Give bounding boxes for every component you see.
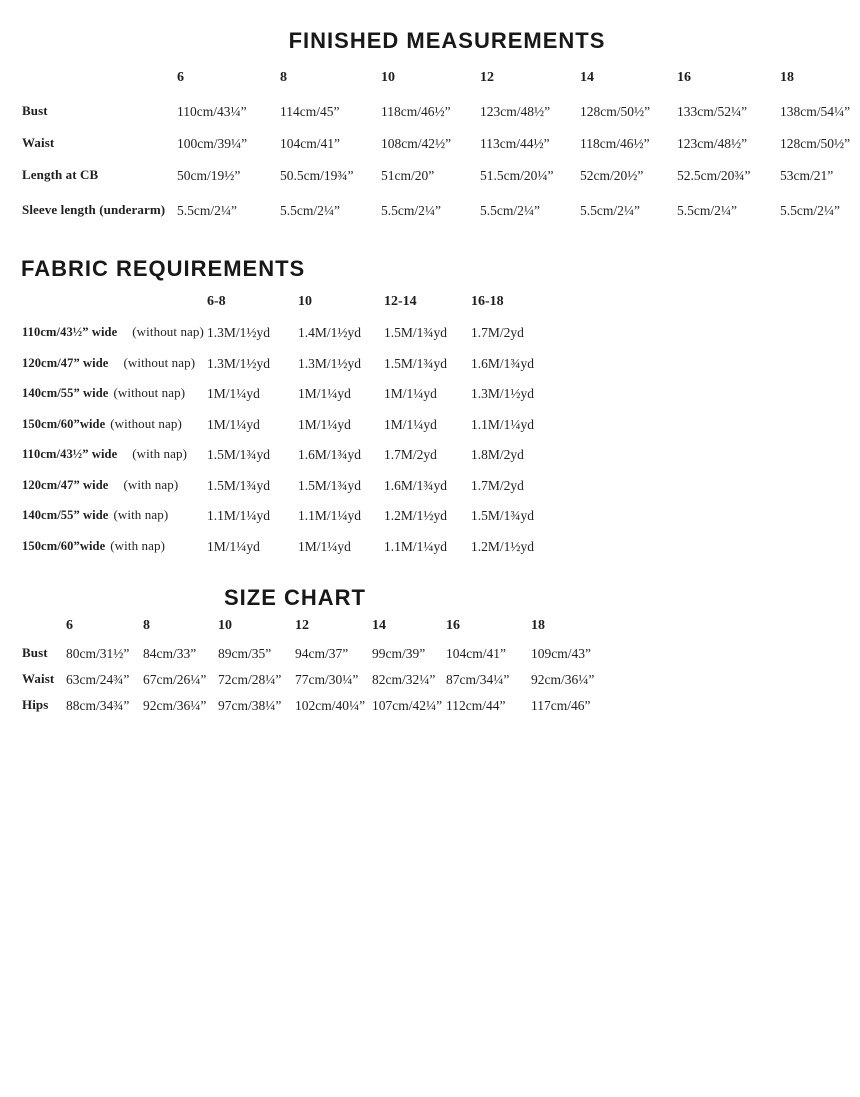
fm-size-header-18: 18: [780, 70, 794, 85]
fm-row-waist: [22, 136, 860, 152]
fm-waist-value: 123cm/48½”: [677, 136, 748, 151]
fab-value: 1M/1¼yd: [207, 417, 260, 432]
fab-value: 1.5M/1¾yd: [384, 356, 448, 371]
fm-size-header-8: 8: [280, 70, 287, 85]
sc-size-header-row: [22, 618, 611, 634]
fab-value: 1.5M/1¾yd: [384, 325, 448, 340]
fm-waist-value: 113cm/44½”: [480, 136, 550, 151]
fm-bust-value: 138cm/54¼”: [780, 104, 851, 119]
sc-row-label-waist: Waist: [22, 671, 55, 686]
fabric-width-label: 150cm/60”wide: [22, 539, 106, 553]
sc-waist-value: 63cm/24¾”: [66, 672, 130, 687]
fab-value: 1.6M/1¾yd: [471, 356, 535, 371]
fab-value: 1.4M/1½yd: [298, 325, 362, 340]
sc-bust-value: 109cm/43”: [531, 646, 591, 661]
fm-row-sleeve-length: [22, 203, 860, 219]
fab-value: 1.6M/1¾yd: [298, 447, 362, 462]
fm-length-value: 50cm/19½”: [177, 168, 241, 183]
fab-size-header-16-18: 16-18: [471, 294, 504, 309]
fab-row-label: [22, 508, 207, 524]
sc-waist-value: 92cm/36¼”: [531, 672, 595, 687]
fabric-width-label: 120cm/47” wide: [22, 356, 109, 370]
sc-bust-value: 104cm/41”: [446, 646, 506, 661]
fab-row-label: [22, 356, 207, 372]
fm-bust-value: 114cm/45”: [280, 104, 340, 119]
fm-sleeve-value: 5.5cm/2¼”: [580, 203, 640, 218]
fabric-requirements-title: FABRIC REQUIREMENTS: [21, 256, 306, 281]
fm-sleeve-value: 5.5cm/2¼”: [177, 203, 237, 218]
fab-row-110cm-without-nap: [22, 325, 563, 341]
sc-waist-value: 67cm/26¼”: [143, 672, 207, 687]
fab-value: 1.8M/2yd: [471, 447, 524, 462]
fm-sleeve-value: 5.5cm/2¼”: [381, 203, 441, 218]
fm-bust-value: 110cm/43¼”: [177, 104, 247, 119]
size-chart-title: SIZE CHART: [224, 585, 366, 610]
nap-note: (without nap): [110, 416, 182, 431]
fm-row-bust: [22, 104, 860, 120]
fm-bust-value: 123cm/48½”: [480, 104, 551, 119]
sc-row-label-hips: Hips: [22, 697, 49, 712]
fab-row-140cm-without-nap: [22, 386, 563, 402]
fm-size-header-10: 10: [381, 70, 395, 85]
sc-row-label-bust: Bust: [22, 645, 48, 660]
fm-waist-value: 104cm/41”: [280, 136, 340, 151]
sc-waist-value: 72cm/28¼”: [218, 672, 282, 687]
fab-row-label: [22, 417, 207, 433]
fab-value: 1.3M/1½yd: [207, 325, 271, 340]
sc-header-spacer: [22, 618, 66, 634]
nap-note: (with nap): [132, 446, 188, 461]
sc-hips-value: 88cm/34¾”: [66, 698, 130, 713]
fab-value: 1M/1¼yd: [298, 386, 351, 401]
sc-waist-value: 77cm/30¼”: [295, 672, 359, 687]
fab-row-150cm-without-nap: [22, 417, 563, 433]
fm-sleeve-value: 5.5cm/2¼”: [480, 203, 540, 218]
sc-row-hips: [22, 698, 611, 714]
fab-value: 1.6M/1¾yd: [384, 478, 448, 493]
fm-sleeve-value: 5.5cm/2¼”: [780, 203, 840, 218]
fab-value: 1.1M/1¼yd: [471, 417, 535, 432]
nap-note: (with nap): [113, 507, 169, 522]
fm-bust-value: 133cm/52¼”: [677, 104, 748, 119]
fm-row-label-length-at-cb: Length at CB: [22, 167, 99, 182]
fab-value: 1.1M/1¼yd: [298, 508, 362, 523]
fab-size-header-6-8: 6-8: [207, 294, 226, 309]
fm-sleeve-value: 5.5cm/2¼”: [280, 203, 340, 218]
fab-value: 1.7M/2yd: [471, 325, 524, 340]
fabric-width-label: 140cm/55” wide: [22, 508, 109, 522]
sc-waist-value: 87cm/34¼”: [446, 672, 510, 687]
fm-waist-value: 108cm/42½”: [381, 136, 452, 151]
fm-row-label-sleeve-length: Sleeve length (underarm): [22, 202, 166, 217]
fab-value: 1M/1¼yd: [384, 417, 437, 432]
nap-note: (without nap): [123, 355, 196, 370]
fab-value: 1.2M/1½yd: [384, 508, 448, 523]
fab-value: 1M/1¼yd: [298, 417, 351, 432]
fm-length-value: 52cm/20½”: [580, 168, 644, 183]
finished-measurements-title: FINISHED MEASUREMENTS: [288, 28, 606, 53]
sc-row-bust: [22, 646, 611, 662]
fab-value: 1M/1¼yd: [207, 386, 260, 401]
fm-bust-value: 118cm/46½”: [381, 104, 451, 119]
fm-waist-value: 100cm/39¼”: [177, 136, 248, 151]
sc-bust-value: 99cm/39”: [372, 646, 426, 661]
fm-size-header-12: 12: [480, 70, 494, 85]
fab-value: 1.7M/2yd: [471, 478, 524, 493]
fab-row-120cm-with-nap: [22, 478, 563, 494]
sc-bust-value: 94cm/37”: [295, 646, 349, 661]
fab-row-110cm-with-nap: [22, 447, 563, 463]
fab-row-label: [22, 447, 207, 463]
fab-size-header-12-14: 12-14: [384, 294, 417, 309]
fab-value: 1.1M/1¼yd: [207, 508, 271, 523]
fabric-width-label: 120cm/47” wide: [22, 478, 109, 492]
fm-sleeve-value: 5.5cm/2¼”: [677, 203, 737, 218]
fm-row-label-waist: Waist: [22, 135, 55, 150]
fab-value: 1M/1¼yd: [298, 539, 351, 554]
nap-note: (without nap): [113, 385, 186, 400]
fab-header-spacer: [22, 294, 207, 310]
sc-hips-value: 97cm/38¼”: [218, 698, 282, 713]
nap-note: (with nap): [123, 477, 179, 492]
fab-row-140cm-with-nap: [22, 508, 563, 524]
fab-row-label: [22, 325, 207, 341]
fm-length-value: 51cm/20”: [381, 168, 435, 183]
fab-value: 1.3M/1½yd: [207, 356, 271, 371]
fm-waist-value: 118cm/46½”: [580, 136, 650, 151]
fab-value: 1.3M/1½yd: [471, 386, 535, 401]
fm-size-header-6: 6: [177, 70, 184, 85]
sc-hips-value: 92cm/36¼”: [143, 698, 207, 713]
fab-value: 1M/1¼yd: [207, 539, 260, 554]
fab-size-header-row: [22, 294, 563, 310]
nap-note: (without nap): [132, 324, 204, 339]
sc-size-header-8: 8: [143, 618, 150, 633]
sc-size-header-12: 12: [295, 618, 309, 633]
fm-length-value: 50.5cm/19¾”: [280, 168, 354, 183]
fm-row-label-bust: Bust: [22, 103, 48, 118]
fab-value: 1.2M/1½yd: [471, 539, 535, 554]
sc-size-header-14: 14: [372, 618, 386, 633]
fm-size-header-16: 16: [677, 70, 691, 85]
sc-size-header-16: 16: [446, 618, 460, 633]
fab-value: 1.1M/1¼yd: [384, 539, 448, 554]
fab-value: 1.5M/1¾yd: [207, 447, 271, 462]
fm-waist-value: 128cm/50½”: [780, 136, 851, 151]
fm-bust-value: 128cm/50½”: [580, 104, 651, 119]
fab-row-label: [22, 539, 207, 555]
fab-value: 1.5M/1¾yd: [471, 508, 535, 523]
fab-value: 1.7M/2yd: [384, 447, 437, 462]
sc-bust-value: 80cm/31½”: [66, 646, 130, 661]
nap-note: (with nap): [110, 538, 166, 553]
fab-value: 1.3M/1½yd: [298, 356, 362, 371]
fm-size-header-row: [22, 70, 860, 86]
fabric-width-label: 110cm/43½” wide: [22, 325, 118, 339]
fab-value: 1.5M/1¾yd: [298, 478, 362, 493]
fab-value: 1M/1¼yd: [384, 386, 437, 401]
fabric-width-label: 140cm/55” wide: [22, 386, 109, 400]
sc-hips-value: 107cm/42¼”: [372, 698, 443, 713]
fab-row-150cm-with-nap: [22, 539, 563, 555]
fm-length-value: 51.5cm/20¼”: [480, 168, 554, 183]
fab-row-120cm-without-nap: [22, 356, 563, 372]
sc-hips-value: 112cm/44”: [446, 698, 506, 713]
fm-row-length-at-cb: [22, 168, 860, 184]
sc-hips-value: 117cm/46”: [531, 698, 591, 713]
sc-bust-value: 89cm/35”: [218, 646, 272, 661]
fm-length-value: 52.5cm/20¾”: [677, 168, 751, 183]
fm-length-value: 53cm/21”: [780, 168, 834, 183]
sc-size-header-10: 10: [218, 618, 232, 633]
fab-size-header-10: 10: [298, 294, 312, 309]
sc-size-header-18: 18: [531, 618, 545, 633]
fab-row-label: [22, 386, 207, 402]
sc-bust-value: 84cm/33”: [143, 646, 197, 661]
fab-row-label: [22, 478, 207, 494]
fabric-width-label: 150cm/60”wide: [22, 417, 106, 431]
sc-hips-value: 102cm/40¼”: [295, 698, 366, 713]
fab-value: 1.5M/1¾yd: [207, 478, 271, 493]
fm-header-spacer: [22, 70, 177, 86]
sc-waist-value: 82cm/32¼”: [372, 672, 436, 687]
sc-size-header-6: 6: [66, 618, 73, 633]
fm-size-header-14: 14: [580, 70, 594, 85]
fabric-width-label: 110cm/43½” wide: [22, 447, 118, 461]
sc-row-waist: [22, 672, 611, 688]
